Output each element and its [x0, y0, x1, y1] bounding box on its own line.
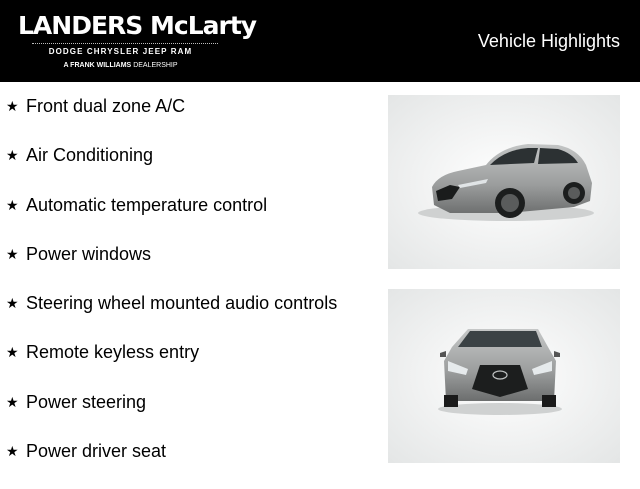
star-icon: ★ [6, 443, 19, 460]
feature-item [6, 341, 376, 390]
feature-list [6, 95, 376, 489]
feature-item [6, 391, 376, 440]
logo-divider [32, 43, 218, 44]
dealership-logo[interactable] [18, 10, 257, 74]
logo-dealer-suffix: DEALERSHIP [133, 62, 178, 69]
feature-label: Power driver seat [26, 441, 167, 462]
feature-item [6, 144, 376, 193]
vehicle-photo-front[interactable] [388, 289, 620, 463]
star-icon: ★ [6, 98, 19, 114]
feature-label: Steering wheel mounted audio controls [26, 293, 338, 314]
logo-brands: DODGE CHRYSLER JEEP RAM [48, 47, 193, 56]
car-side-image [388, 95, 620, 269]
feature-item [6, 440, 376, 489]
feature-label: Power windows [26, 243, 152, 264]
car-front-image [388, 289, 620, 463]
feature-label: Automatic temperature control [26, 194, 268, 215]
vehicle-photo-side[interactable] [388, 95, 620, 269]
feature-label: Remote keyless entry [26, 342, 200, 363]
feature-label: Front dual zone A/C [26, 96, 186, 116]
star-icon: ★ [6, 196, 19, 213]
star-icon: ★ [6, 344, 19, 361]
feature-item [6, 95, 376, 144]
star-icon: ★ [6, 147, 19, 164]
logo-wordmark: LANDERS McLarty [18, 11, 257, 40]
feature-item [6, 292, 376, 341]
star-icon: ★ [6, 295, 19, 312]
feature-label: Power steering [26, 391, 147, 412]
feature-label: Air Conditioning [26, 145, 154, 166]
logo-dealer-name: A FRANK WILLIAMS [63, 62, 132, 69]
star-icon: ★ [6, 393, 19, 410]
page-title: Vehicle Highlights [477, 31, 620, 51]
header-bar [0, 0, 640, 82]
logo-dealership-line [18, 62, 223, 69]
star-icon: ★ [6, 245, 19, 262]
feature-item [6, 194, 376, 243]
feature-item [6, 243, 376, 292]
